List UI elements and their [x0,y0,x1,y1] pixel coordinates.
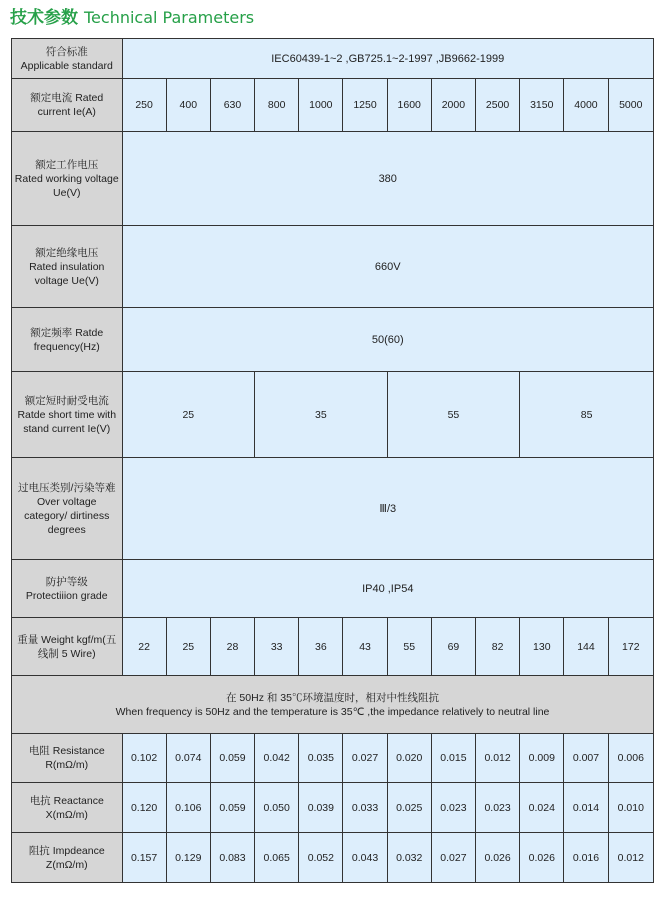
weight-cell: 172 [608,618,653,676]
resistance-cell: 0.020 [387,734,431,783]
row-protection [12,560,654,618]
label-overvoltage: 过电压类别/污染等难 Over voltage category/ dirtiness degrees [12,458,123,560]
resistance-cell: 0.035 [299,734,343,783]
short-time-cell: 85 [520,372,654,458]
current-cell: 630 [210,79,254,132]
current-cell: 2000 [431,79,475,132]
reactance-cell: 0.010 [608,783,653,833]
label-impedance: 阻抗 Impdeance Z(mΩ/m) [12,833,123,883]
reactance-cell: 0.014 [564,783,608,833]
current-cell: 400 [166,79,210,132]
impedance-cell: 0.157 [122,833,166,883]
impedance-cell: 0.026 [520,833,564,883]
reactance-cell: 0.120 [122,783,166,833]
impedance-cell: 0.027 [431,833,475,883]
current-cell: 1600 [387,79,431,132]
row-insulation-voltage [12,226,654,308]
weight-cell: 130 [520,618,564,676]
label-frequency: 额定频率 Ratde frequency(Hz) [12,308,123,372]
impedance-cell: 0.052 [299,833,343,883]
reactance-cell: 0.033 [343,783,387,833]
current-cell: 800 [255,79,299,132]
impedance-cell: 0.065 [255,833,299,883]
weight-cell: 28 [210,618,254,676]
weight-cell: 55 [387,618,431,676]
resistance-cell: 0.007 [564,734,608,783]
label-insulation-voltage: 额定绝缘电压 Rated insulation voltage Ue(V) [12,226,123,308]
row-overvoltage [12,458,654,560]
current-cell: 250 [122,79,166,132]
banner-zh: 在 50Hz 和 35℃环境温度时，相对中性线阻抗 [226,691,439,704]
resistance-cell: 0.027 [343,734,387,783]
resistance-cell: 0.006 [608,734,653,783]
label-standard: 符合标准 Applicable standard [12,39,123,79]
row-working-voltage [12,132,654,226]
impedance-cell: 0.016 [564,833,608,883]
value-protection: IP40 ,IP54 [122,560,654,618]
current-cell: 4000 [564,79,608,132]
reactance-cell: 0.050 [255,783,299,833]
reactance-cell: 0.024 [520,783,564,833]
label-working-voltage: 额定工作电压 Rated working voltage Ue(V) [12,132,123,226]
value-overvoltage: Ⅲ/3 [122,458,654,560]
value-insulation-voltage: 660V [122,226,654,308]
weight-cell: 69 [431,618,475,676]
short-time-cell: 55 [387,372,520,458]
weight-cell: 25 [166,618,210,676]
label-resistance: 电阻 Resistance R(mΩ/m) [12,734,123,783]
current-cell: 1000 [299,79,343,132]
short-time-cell: 35 [255,372,388,458]
impedance-cell: 0.032 [387,833,431,883]
weight-cell: 22 [122,618,166,676]
reactance-cell: 0.106 [166,783,210,833]
reactance-cell: 0.039 [299,783,343,833]
label-short-time: 额定短时耐受电流 Ratde short time with stand current Ie(V) [12,372,123,458]
resistance-cell: 0.012 [476,734,520,783]
row-standard [12,39,654,79]
current-cell: 1250 [343,79,387,132]
page-title [10,5,254,31]
value-working-voltage: 380 [122,132,654,226]
label-weight: 重量 Weight kgf/m(五线制 5 Wire) [12,618,123,676]
resistance-cell: 0.042 [255,734,299,783]
resistance-cell: 0.059 [210,734,254,783]
impedance-cell: 0.043 [343,833,387,883]
row-reactance [12,783,654,833]
impedance-cell: 0.083 [210,833,254,883]
row-current [12,79,654,132]
value-standard: IEC60439-1~2 ,GB725.1~2-1997 ,JB9662-1999 [122,39,654,79]
current-cell: 5000 [608,79,653,132]
row-impedance-banner [12,676,654,734]
impedance-cell: 0.012 [608,833,653,883]
row-weight [12,618,654,676]
label-protection: 防护等级 Protectiiion grade [12,560,123,618]
row-frequency [12,308,654,372]
row-impedance [12,833,654,883]
reactance-cell: 0.023 [476,783,520,833]
current-cell: 2500 [476,79,520,132]
resistance-cell: 0.015 [431,734,475,783]
row-resistance [12,734,654,783]
weight-cell: 33 [255,618,299,676]
resistance-cell: 0.102 [122,734,166,783]
reactance-cell: 0.023 [431,783,475,833]
weight-cell: 144 [564,618,608,676]
label-reactance: 电抗 Reactance X(mΩ/m) [12,783,123,833]
banner-en: When frequency is 50Hz and the temperature is 35℃ ,the impedance relatively to neutral line [115,705,550,718]
title-zh: 技术参数 [10,8,78,28]
resistance-cell: 0.074 [166,734,210,783]
weight-cell: 36 [299,618,343,676]
impedance-cell: 0.129 [166,833,210,883]
technical-parameters-table [11,38,654,883]
reactance-cell: 0.025 [387,783,431,833]
title-en: Technical Parameters [84,8,255,27]
weight-cell: 43 [343,618,387,676]
row-short-time [12,372,654,458]
label-current: 额定电流 Rated current Ie(A) [12,79,123,132]
resistance-cell: 0.009 [520,734,564,783]
short-time-cell: 25 [122,372,255,458]
reactance-cell: 0.059 [210,783,254,833]
current-cell: 3150 [520,79,564,132]
impedance-cell: 0.026 [476,833,520,883]
value-frequency: 50(60) [122,308,654,372]
weight-cell: 82 [476,618,520,676]
impedance-banner [12,676,654,734]
